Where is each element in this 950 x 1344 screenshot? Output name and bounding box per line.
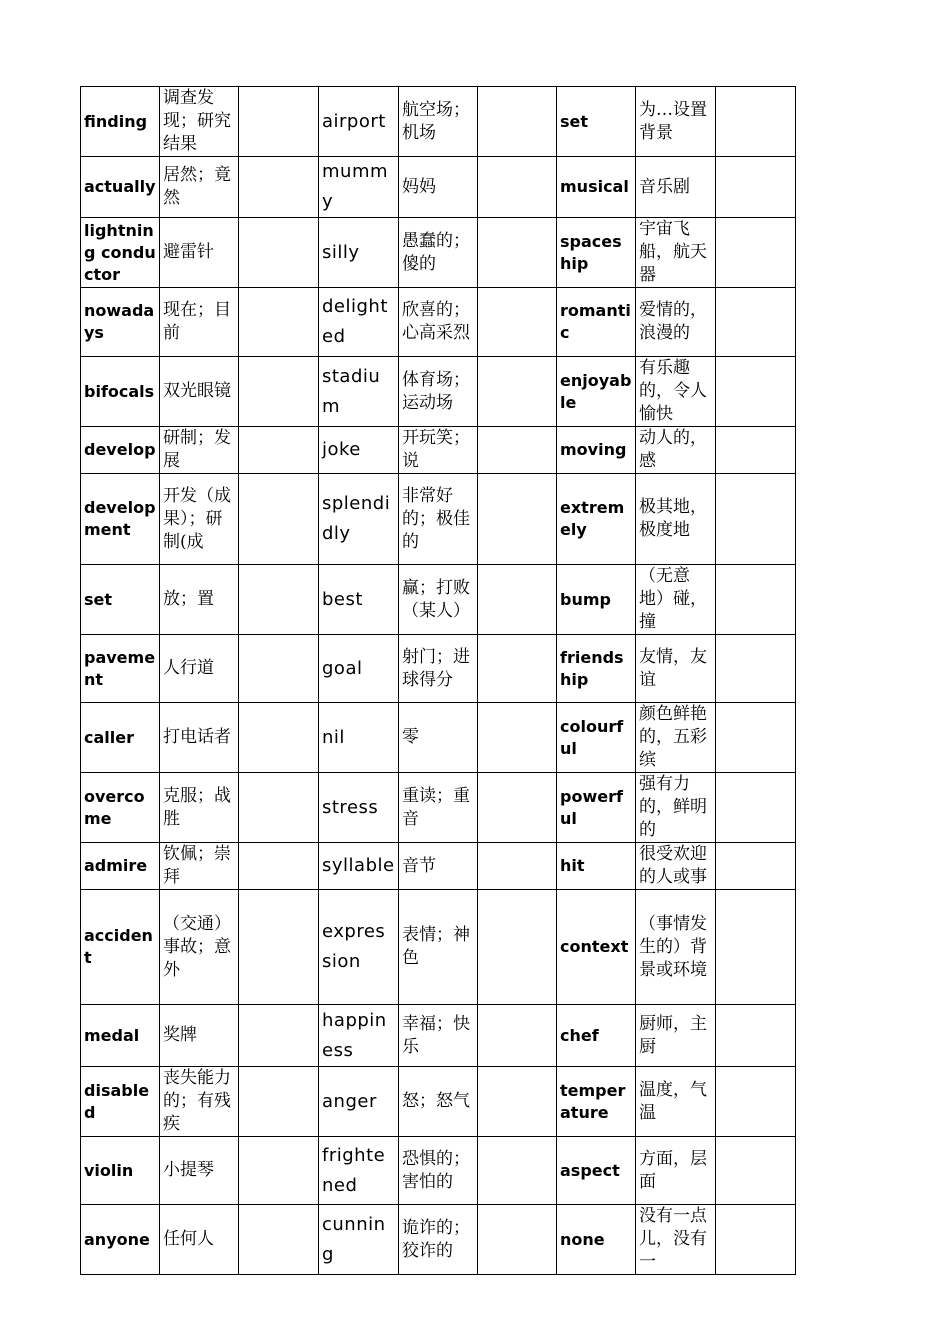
- blank-cell: [478, 1005, 557, 1067]
- meaning-cell: 重读；重音: [399, 773, 478, 843]
- blank-cell: [716, 890, 796, 1005]
- meaning-cell: （事情发生的）背景或环境: [636, 890, 716, 1005]
- meaning-cell: 方面，层面: [636, 1137, 716, 1205]
- meaning-cell: （交通）事故；意外: [160, 890, 239, 1005]
- blank-cell: [716, 565, 796, 635]
- blank-cell: [239, 87, 319, 157]
- table-body: [81, 87, 796, 1275]
- blank-cell: [716, 1005, 796, 1067]
- word-cell: airport: [319, 87, 399, 157]
- word-cell: anger: [319, 1067, 399, 1137]
- vocabulary-table: [80, 86, 796, 1275]
- table-row: [81, 288, 796, 357]
- word-cell: lightning conductor: [81, 218, 160, 288]
- blank-cell: [239, 157, 319, 218]
- table-row: [81, 357, 796, 427]
- meaning-cell: 体育场；运动场: [399, 357, 478, 427]
- word-cell: aspect: [557, 1137, 636, 1205]
- word-cell: delighted: [319, 288, 399, 357]
- word-cell: mummy: [319, 157, 399, 218]
- table-row: [81, 218, 796, 288]
- blank-cell: [478, 703, 557, 773]
- table-row: [81, 1137, 796, 1205]
- table-row: [81, 157, 796, 218]
- blank-cell: [239, 890, 319, 1005]
- blank-cell: [239, 474, 319, 565]
- blank-cell: [716, 87, 796, 157]
- meaning-cell: 双光眼镜: [160, 357, 239, 427]
- word-cell: temperature: [557, 1067, 636, 1137]
- meaning-cell: 钦佩；崇拜: [160, 843, 239, 890]
- word-cell: nowadays: [81, 288, 160, 357]
- word-cell: nil: [319, 703, 399, 773]
- blank-cell: [239, 1005, 319, 1067]
- word-cell: moving: [557, 427, 636, 474]
- meaning-cell: 射门；进球得分: [399, 635, 478, 703]
- word-cell: set: [557, 87, 636, 157]
- blank-cell: [716, 773, 796, 843]
- meaning-cell: 温度，气温: [636, 1067, 716, 1137]
- blank-cell: [716, 357, 796, 427]
- blank-cell: [239, 218, 319, 288]
- table-row: [81, 1005, 796, 1067]
- word-cell: frightened: [319, 1137, 399, 1205]
- word-cell: enjoyable: [557, 357, 636, 427]
- meaning-cell: 愚蠢的；傻的: [399, 218, 478, 288]
- blank-cell: [239, 357, 319, 427]
- meaning-cell: 幸福；快乐: [399, 1005, 478, 1067]
- meaning-cell: 动人的，感: [636, 427, 716, 474]
- word-cell: happiness: [319, 1005, 399, 1067]
- meaning-cell: 欣喜的；心高采烈: [399, 288, 478, 357]
- meaning-cell: 奖牌: [160, 1005, 239, 1067]
- word-cell: anyone: [81, 1205, 160, 1275]
- meaning-cell: 人行道: [160, 635, 239, 703]
- meaning-cell: 开发（成果）；研制(成: [160, 474, 239, 565]
- meaning-cell: 零: [399, 703, 478, 773]
- blank-cell: [716, 843, 796, 890]
- word-cell: bump: [557, 565, 636, 635]
- meaning-cell: 妈妈: [399, 157, 478, 218]
- word-cell: accident: [81, 890, 160, 1005]
- meaning-cell: 丧失能力的；有残疾: [160, 1067, 239, 1137]
- meaning-cell: 调查发现；研究结果: [160, 87, 239, 157]
- blank-cell: [478, 474, 557, 565]
- table-row: [81, 565, 796, 635]
- meaning-cell: 颜色鲜艳的，五彩缤: [636, 703, 716, 773]
- blank-cell: [478, 288, 557, 357]
- word-cell: finding: [81, 87, 160, 157]
- word-cell: friendship: [557, 635, 636, 703]
- word-cell: context: [557, 890, 636, 1005]
- meaning-cell: 有乐趣的，令人愉快: [636, 357, 716, 427]
- table-row: [81, 773, 796, 843]
- word-cell: best: [319, 565, 399, 635]
- word-cell: admire: [81, 843, 160, 890]
- table-row: [81, 87, 796, 157]
- table-row: [81, 635, 796, 703]
- meaning-cell: 音节: [399, 843, 478, 890]
- blank-cell: [239, 843, 319, 890]
- blank-cell: [716, 218, 796, 288]
- word-cell: syllable: [319, 843, 399, 890]
- table-row: [81, 843, 796, 890]
- word-cell: chef: [557, 1005, 636, 1067]
- blank-cell: [478, 218, 557, 288]
- table-row: [81, 427, 796, 474]
- blank-cell: [239, 1205, 319, 1275]
- meaning-cell: 任何人: [160, 1205, 239, 1275]
- meaning-cell: （无意地）碰，撞: [636, 565, 716, 635]
- word-cell: powerful: [557, 773, 636, 843]
- word-cell: joke: [319, 427, 399, 474]
- word-cell: silly: [319, 218, 399, 288]
- meaning-cell: 没有一点儿，没有一: [636, 1205, 716, 1275]
- word-cell: hit: [557, 843, 636, 890]
- word-cell: overcome: [81, 773, 160, 843]
- word-cell: disabled: [81, 1067, 160, 1137]
- table-row: [81, 1067, 796, 1137]
- blank-cell: [478, 843, 557, 890]
- blank-cell: [478, 1067, 557, 1137]
- meaning-cell: 开玩笑；说: [399, 427, 478, 474]
- blank-cell: [239, 288, 319, 357]
- word-cell: colourful: [557, 703, 636, 773]
- meaning-cell: 居然；竟然: [160, 157, 239, 218]
- word-cell: bifocals: [81, 357, 160, 427]
- meaning-cell: 很受欢迎的人或事: [636, 843, 716, 890]
- word-cell: extremely: [557, 474, 636, 565]
- word-cell: goal: [319, 635, 399, 703]
- blank-cell: [239, 773, 319, 843]
- meaning-cell: 赢；打败（某人）: [399, 565, 478, 635]
- word-cell: medal: [81, 1005, 160, 1067]
- meaning-cell: 极其地，极度地: [636, 474, 716, 565]
- blank-cell: [239, 1137, 319, 1205]
- word-cell: none: [557, 1205, 636, 1275]
- blank-cell: [716, 1067, 796, 1137]
- meaning-cell: 友情，友谊: [636, 635, 716, 703]
- meaning-cell: 厨师，主厨: [636, 1005, 716, 1067]
- word-cell: musical: [557, 157, 636, 218]
- blank-cell: [716, 1137, 796, 1205]
- blank-cell: [716, 288, 796, 357]
- meaning-cell: 研制；发展: [160, 427, 239, 474]
- table-row: [81, 1205, 796, 1275]
- meaning-cell: 强有力的，鲜明的: [636, 773, 716, 843]
- word-cell: expression: [319, 890, 399, 1005]
- meaning-cell: 恐惧的；害怕的: [399, 1137, 478, 1205]
- blank-cell: [239, 703, 319, 773]
- blank-cell: [478, 773, 557, 843]
- blank-cell: [239, 1067, 319, 1137]
- blank-cell: [716, 1205, 796, 1275]
- blank-cell: [478, 357, 557, 427]
- blank-cell: [716, 635, 796, 703]
- blank-cell: [478, 635, 557, 703]
- meaning-cell: 诡诈的；狡诈的: [399, 1205, 478, 1275]
- blank-cell: [716, 427, 796, 474]
- meaning-cell: 宇宙飞船，航天器: [636, 218, 716, 288]
- word-cell: stadium: [319, 357, 399, 427]
- blank-cell: [239, 635, 319, 703]
- table-row: [81, 890, 796, 1005]
- word-cell: caller: [81, 703, 160, 773]
- word-cell: cunning: [319, 1205, 399, 1275]
- blank-cell: [478, 1205, 557, 1275]
- blank-cell: [478, 87, 557, 157]
- word-cell: spaceship: [557, 218, 636, 288]
- meaning-cell: 为…设置背景: [636, 87, 716, 157]
- meaning-cell: 现在；目前: [160, 288, 239, 357]
- word-cell: set: [81, 565, 160, 635]
- word-cell: pavement: [81, 635, 160, 703]
- meaning-cell: 怒；怒气: [399, 1067, 478, 1137]
- word-cell: romantic: [557, 288, 636, 357]
- meaning-cell: 避雷针: [160, 218, 239, 288]
- table-row: [81, 474, 796, 565]
- word-cell: development: [81, 474, 160, 565]
- blank-cell: [478, 427, 557, 474]
- blank-cell: [716, 157, 796, 218]
- meaning-cell: 表情；神色: [399, 890, 478, 1005]
- blank-cell: [478, 1137, 557, 1205]
- meaning-cell: 克服；战胜: [160, 773, 239, 843]
- blank-cell: [478, 565, 557, 635]
- blank-cell: [478, 890, 557, 1005]
- meaning-cell: 小提琴: [160, 1137, 239, 1205]
- word-cell: splendidly: [319, 474, 399, 565]
- meaning-cell: 打电话者: [160, 703, 239, 773]
- meaning-cell: 放；置: [160, 565, 239, 635]
- meaning-cell: 音乐剧: [636, 157, 716, 218]
- word-cell: stress: [319, 773, 399, 843]
- meaning-cell: 航空场；机场: [399, 87, 478, 157]
- blank-cell: [239, 565, 319, 635]
- blank-cell: [716, 703, 796, 773]
- word-cell: actually: [81, 157, 160, 218]
- blank-cell: [239, 427, 319, 474]
- word-cell: develop: [81, 427, 160, 474]
- word-cell: violin: [81, 1137, 160, 1205]
- blank-cell: [716, 474, 796, 565]
- meaning-cell: 爱情的，浪漫的: [636, 288, 716, 357]
- meaning-cell: 非常好的；极佳的: [399, 474, 478, 565]
- blank-cell: [478, 157, 557, 218]
- table-row: [81, 703, 796, 773]
